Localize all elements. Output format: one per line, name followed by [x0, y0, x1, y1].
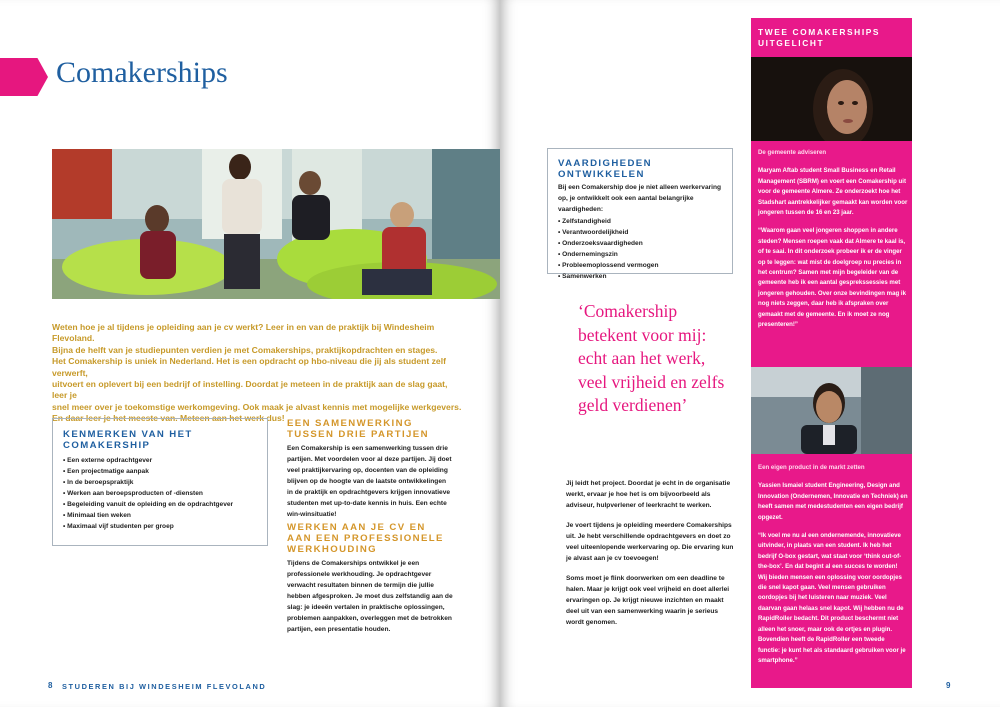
intro-line: Het Comakership is uniek in Nederland. Het is een opdracht op hbo-niveau die jij als student zelf verwerft, [52, 356, 446, 378]
body-paragraph: Je voert tijdens je opleiding meerdere Comakerships uit. Je hebt verschillende opdrachtgevers en doet zo veel uiteenlopende werkervaring op. Die ervaring kun je alvast aan je cv toevoegen! [566, 522, 734, 562]
kenmerken-title: KENMERKEN VAN HET COMAKERSHIP [63, 429, 193, 451]
list-item: • Verantwoordelijkheid [558, 227, 722, 238]
list-item: • Begeleiding vanuit de opleiding en de opdrachtgever [63, 499, 257, 510]
list-item: • Ondernemingszin [558, 249, 722, 260]
students-photo [52, 149, 500, 299]
intro-line: Bijna de helft van je studiepunten verdien je met Comakerships, praktijkopdrachten en stages. [52, 344, 438, 355]
intro-text [52, 322, 462, 425]
story-yassien [758, 463, 908, 674]
vaardigheden-list [558, 216, 722, 282]
vaardigheden-intro: Bij een Comakership doe je niet alleen werkervaring op, je ontwikkelt ook een aantal belangrijke vaardigheden: [558, 184, 722, 213]
list-item: • Minimaal tien weken [63, 510, 257, 521]
list-item: • Een projectmatige aanpak [63, 466, 257, 477]
pull-quote: ‘Comakership betekent voor mij: echt aan het werk, veel vrijheid en zelfs geld verdienen’ [578, 301, 725, 415]
story-quote: “Waarom gaan veel jongeren shoppen in andere steden? Mensen roepen vaak dat Almere te kaal is, of te saai. In dit onderzoek probeer ik er de vinger op te leggen: wat mist de doelgroep nu precies in het centrum? Samen met mijn begeleider van de gemeente heb ik een aantal gesprekssessies met jongeren gehouden. Over onze bevindingen mag ik nog niets zeggen, daar heb ik afspraken over gemaakt met de gemeente. En ik moet ze nog presenteren!” [758, 227, 906, 329]
vaardigheden-title: VAARDIGHEDEN ONTWIKKELEN [558, 158, 652, 180]
footer-text: STUDEREN BIJ WINDESHEIM FLEVOLAND [62, 682, 267, 691]
story-quote: “Ik voel me nu al een ondernemende, innovatieve uitvinder, in plaats van een student. Ik heb het bedrijf O-box gestart, wat staat voor ‘think out-of-the-box’. En dat begint al een succes te worden! Wij bieden mensen een oplossing voor oordopjes die snel kapot gaan. Veel mensen gebruiken oordopjes bij het luisteren naar muziek. Veel daarvan gaan helaas snel kapot. Wij hebben nu de RapidRoller bedacht. Dit product beschermt niet alleen het snoer, maar ook de ortjes en plugin. Bovendien heeft de RapidRoller een tweede functie: je kunt het als standaard gebruiken voor je smartphone.” [758, 532, 906, 664]
samenwerking-heading: EEN SAMENWERKING TUSSEN DRIE PARTIJEN [287, 418, 429, 440]
list-item: • Maximaal vijf studenten per groep [63, 521, 257, 532]
page-number: 8 [48, 681, 53, 690]
portrait-photo-yassien [751, 367, 912, 454]
intro-line: uitvoert en oplevert bij een bedrijf of instelling. Doordat je meteen in de praktijk aan de slag gaat, leer je [52, 379, 448, 401]
pink-arrow-marker [0, 58, 48, 96]
page-number: 9 [946, 681, 951, 690]
kenmerken-box [52, 418, 268, 546]
kenmerken-list [63, 455, 257, 532]
list-item: • Samenwerken [558, 271, 722, 282]
page-title: Comakerships [56, 56, 228, 89]
list-item: • In de beroepspraktijk [63, 477, 257, 488]
intro-line: snel meer over je toekomstige werkomgeving. Ook maak je alvast kennis met mogelijke werkgevers. [52, 401, 462, 412]
werken-text: Tijdens de Comakerships ontwikkel je een professionele werkhouding. Je opdrachtgever verwacht resultaten binnen de termijn die jullie hebben afgesproken. Je moet dus zelfstandig aan de slag: je ideeën vertalen in praktische oplossingen, problemen aanpakken, overleggen met de betrokken partijen, een presentatie houden. [287, 560, 453, 633]
story-heading: De gemeente adviseren [758, 149, 827, 156]
story-intro: Maryam Aftab student Small Business en Retail Management (SBRM) en voert een Comakership uit voor de gemeente Almere. Ze onderzoekt hoe het Stadshart aantrekkelijker gemaakt kan worden voor jongeren tussen de 16 en 23 jaar. [758, 167, 908, 217]
samenwerking-text: Een Comakership is een samenwerking tussen drie partijen. Met voordelen voor al deze partijen. Jij doet veel praktijkervaring op, docenten van de opleiding blijven op de hoogte van de laatste ontwikkelingen in de praktijk en opdrachtgevers krijgen innovatieve studenten met up-to-date kennis in huis. Een echte win-winsituatie! [287, 445, 452, 518]
list-item: • Probleemoplossend vermogen [558, 260, 722, 271]
werken-heading: WERKEN AAN JE CV EN AAN EEN PROFESSIONELE WERKHOUDING [287, 522, 444, 555]
portrait-photo-maryam [751, 57, 912, 141]
body-text [566, 478, 736, 637]
werken-section [287, 522, 453, 635]
story-maryam [758, 148, 908, 339]
list-item: • Zelfstandigheid [558, 216, 722, 227]
story-intro: Yassien Ismaiel student Engineering, Design and Innovation (Ondernemen, Innovatie en Techniek) en heeft samen met medestudenten een eigen bedrijf opgezet. [758, 482, 908, 521]
intro-line: En daar leer je het meeste van. Meteen aan het werk dus! [52, 413, 285, 424]
list-item: • Een externe opdrachtgever [63, 455, 257, 466]
sidebar-title: TWEE COMAKERSHIPS UITGELICHT [758, 27, 881, 48]
list-item: • Onderzoeksvaardigheden [558, 238, 722, 249]
samenwerking-section [287, 418, 453, 520]
vaardigheden-box [547, 148, 733, 280]
body-paragraph: Jij leidt het project. Doordat je echt in de organisatie werkt, ervaar je hoe het is om bijvoorbeeld als adviseur, hulpverlener of leerkracht te werken. [566, 480, 731, 509]
intro-line: Weten hoe je al tijdens je opleiding aan je cv werkt? Leer in en van de praktijk bij Windesheim Flevoland. [52, 322, 435, 344]
story-heading: Een eigen product in de markt zetten [758, 464, 865, 471]
list-item: • Werken aan beroepsproducten of -diensten [63, 488, 257, 499]
body-paragraph: Soms moet je flink doorwerken om een deadline te halen. Maar je krijgt ook veel vrijheid en doet allerlei ervaringen op. Je krijgt nieuwe inzichten en maakt deel uit van een samenwerking waarin je serieus wordt genomen. [566, 575, 730, 626]
